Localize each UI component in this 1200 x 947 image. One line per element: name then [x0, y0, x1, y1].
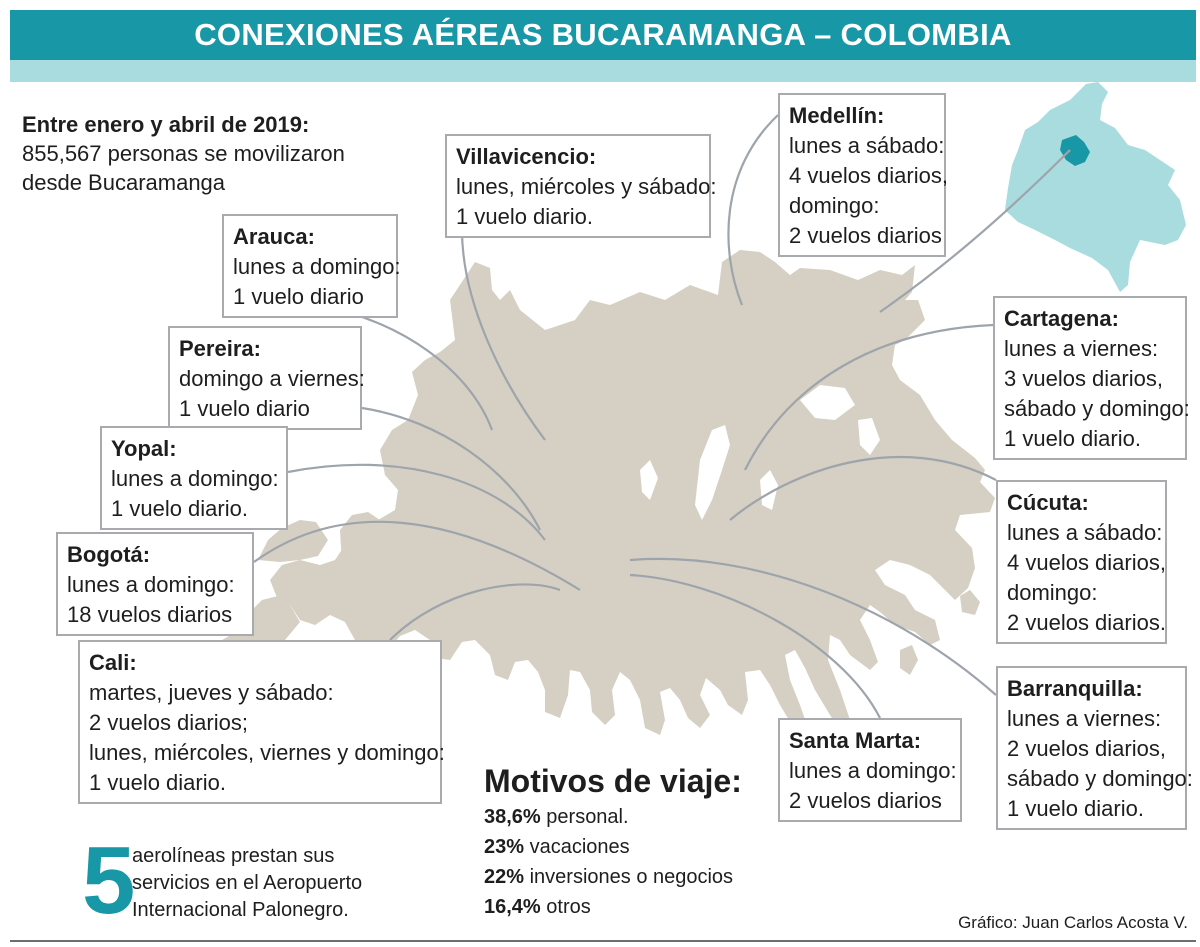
intro-line: 855,567 personas se movilizaron [22, 141, 345, 166]
destination-schedule-line: 1 vuelo diario. [1007, 796, 1144, 821]
east-fragment [960, 590, 980, 615]
destination-box-arauca [222, 214, 401, 318]
airlines-line: servicios en el Aeropuerto [132, 872, 363, 894]
destination-city: Bogotá: [67, 542, 151, 567]
airlines-line: aerolíneas prestan sus [132, 845, 335, 867]
page-title: CONEXIONES AÉREAS BUCARAMANGA – COLOMBIA [194, 17, 1012, 52]
destination-schedule-line: 1 vuelo diario. [111, 496, 248, 521]
destination-schedule-line: domingo a viernes: [179, 366, 365, 391]
bottom-rule [10, 940, 1196, 942]
destination-city: Barranquilla: [1007, 676, 1143, 701]
destination-box-cali [78, 640, 445, 804]
destination-box-villavicencio [445, 134, 717, 238]
destination-schedule-line: martes, jueves y sábado: [89, 680, 334, 705]
destination-city: Arauca: [233, 224, 315, 249]
destination-schedule-line: lunes a domingo: [233, 254, 401, 279]
destination-schedule-line: 1 vuelo diario. [89, 770, 226, 795]
destination-box-santa-marta [778, 718, 962, 822]
destination-schedule-line: 1 vuelo diario. [1004, 426, 1141, 451]
destination-schedule-line: lunes a domingo: [111, 466, 279, 491]
destination-city: Santa Marta: [789, 728, 922, 753]
intro-block [22, 110, 345, 197]
title-subband [10, 60, 1196, 82]
destination-schedule-line: lunes a sábado: [789, 133, 945, 158]
destination-schedule-line: 18 vuelos diarios [67, 602, 233, 627]
destination-schedule-line: 2 vuelos diarios; [89, 710, 248, 735]
destination-schedule-line: lunes a viernes: [1004, 336, 1159, 361]
intro-heading: Entre enero y abril de 2019: [22, 112, 310, 137]
destination-box-cartagena [993, 296, 1190, 460]
destination-schedule-line: 4 vuelos diarios, [789, 163, 948, 188]
destination-city: Villavicencio: [456, 144, 597, 169]
credit: Gráfico: Juan Carlos Acosta V. [958, 913, 1188, 932]
destination-schedule-line: lunes, miércoles, viernes y domingo: [89, 740, 445, 765]
destination-schedule-line: 1 vuelo diario [179, 396, 310, 421]
airlines-line: Internacional Palonegro. [132, 899, 349, 921]
destination-schedule-line: 3 vuelos diarios, [1004, 366, 1163, 391]
destination-box-bogota [56, 532, 254, 636]
destination-schedule-line: lunes a viernes: [1007, 706, 1162, 731]
reason-label: vacaciones [529, 836, 630, 858]
reason-value: 38,6% [484, 806, 541, 828]
reason-label: personal. [546, 806, 629, 828]
destination-city: Yopal: [111, 436, 177, 461]
destination-box-cucuta [996, 480, 1167, 644]
destination-schedule-line: 1 vuelo diario [233, 284, 364, 309]
destination-schedule-line: lunes a domingo: [67, 572, 235, 597]
destination-city: Cúcuta: [1007, 490, 1089, 515]
destination-city: Cartagena: [1004, 306, 1119, 331]
title-banner [10, 10, 1196, 60]
reason-row [484, 832, 742, 862]
reason-value: 23% [484, 836, 525, 858]
intro-line: desde Bucaramanga [22, 170, 226, 195]
reason-label: otros [546, 896, 591, 918]
destination-box-medellin [778, 93, 946, 257]
reason-row [484, 802, 742, 832]
destination-schedule-line: lunes a domingo: [789, 758, 957, 783]
destination-city: Cali: [89, 650, 137, 675]
destination-schedule-line: domingo: [1007, 580, 1098, 605]
destination-schedule-line: lunes a sábado: [1007, 520, 1163, 545]
destination-schedule-line: 2 vuelos diarios. [1007, 610, 1166, 635]
destination-box-barranquilla [996, 666, 1193, 830]
reason-row [484, 892, 742, 922]
destination-box-yopal [100, 426, 288, 530]
travel-reasons [484, 760, 742, 922]
destination-schedule-line: 2 vuelos diarios [789, 788, 942, 813]
destination-schedule-line: 4 vuelos diarios, [1007, 550, 1166, 575]
destination-schedule-line: 2 vuelos diarios, [1007, 736, 1166, 761]
reason-value: 22% [484, 866, 525, 888]
airlines-text [132, 843, 362, 924]
airlines-count: 5 [82, 827, 136, 934]
destination-schedule-line: sábado y domingo: [1007, 766, 1193, 791]
destination-schedule-line: sábado y domingo: [1004, 396, 1190, 421]
destination-city: Pereira: [179, 336, 261, 361]
destination-schedule-line: 1 vuelo diario. [456, 204, 593, 229]
reason-row [484, 862, 742, 892]
destination-box-pereira [168, 326, 365, 430]
destination-schedule-line: domingo: [789, 193, 880, 218]
destination-schedule-line: lunes, miércoles y sábado: [456, 174, 717, 199]
destination-city: Medellín: [789, 103, 885, 128]
south-fragment [900, 645, 918, 675]
reason-value: 16,4% [484, 896, 541, 918]
reason-label: inversiones o negocios [529, 866, 734, 888]
travel-reasons-title: Motivos de viaje: [484, 763, 742, 799]
destination-schedule-line: 2 vuelos diarios [789, 223, 942, 248]
